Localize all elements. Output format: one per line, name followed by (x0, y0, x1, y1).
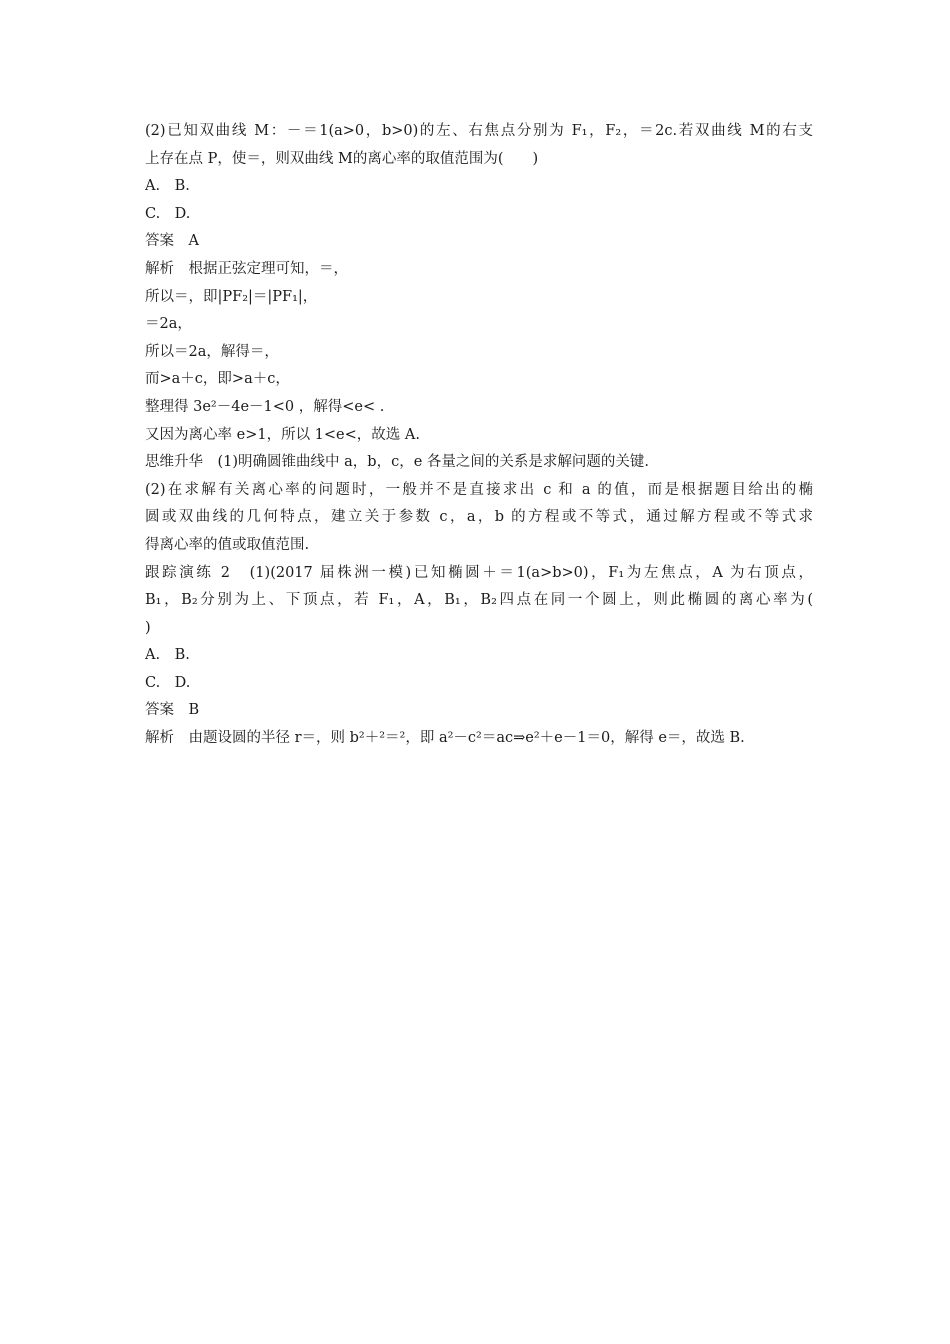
option-line: A. B. (145, 647, 190, 664)
solution-line: 解析 根据正弦定理可知，＝， (145, 260, 348, 277)
answer-line: 答案 B (145, 702, 200, 719)
solution-line: ＝2a， (145, 316, 192, 333)
solution-line: 整理得 3e²－4e－1<0 ，解得<e< . (145, 398, 385, 415)
option-line: C. D. (145, 205, 191, 222)
answer-line: 答案 A (145, 233, 199, 250)
solution-line: 所以＝，即|PF₂|＝|PF₁|， (145, 288, 318, 305)
text-line: (2)已知双曲线 M：－＝1(a>0，b>0)的左、右焦点分别为 F₁，F₂，＝2c.若双曲线 M的右支 (145, 123, 813, 139)
summary-line: 圆或双曲线的几何特点，建立关于参数 c，a，b 的方程或不等式，通过解方程或不等式求 (145, 509, 813, 526)
solution-line: 又因为离心率 e>1，所以 1<e<，故选 A. (145, 426, 420, 443)
solution-line: 解析 由题设圆的半径 r＝，则 b²＋²＝²，即 a²－c²＝ac⇒e²＋e－1＝0，解得 e＝，故选 B. (145, 730, 745, 747)
document-body (145, 118, 813, 753)
text-line: 上存在点 P，使＝，则双曲线 M的离心率的取值范围为( ) (145, 150, 539, 167)
option-line: C. D. (145, 674, 191, 691)
summary-line: (2)在求解有关离心率的问题时，一般并不是直接求出 c 和 a 的值，而是根据题目给出的椭 (145, 481, 813, 498)
option-line: A. B. (145, 178, 190, 195)
practice-line: ) (145, 619, 151, 636)
practice-line: 跟踪演练 2 (1)(2017 届株洲一模)已知椭圆＋＝1(a>b>0)，F₁为左焦点，A 为右顶点， (145, 564, 813, 581)
summary-line: 思维升华 (1)明确圆锥曲线中 a，b，c，e 各量之间的关系是求解问题的关键. (145, 454, 649, 471)
solution-line: 所以＝2a，解得＝， (145, 343, 279, 360)
solution-line: 而>a＋c，即>a＋c， (145, 371, 290, 388)
practice-line: B₁，B₂分别为上、下顶点，若 F₁，A，B₁，B₂四点在同一个圆上，则此椭圆的离心率为( (145, 592, 813, 609)
summary-line: 得离心率的值或取值范围. (145, 536, 310, 553)
